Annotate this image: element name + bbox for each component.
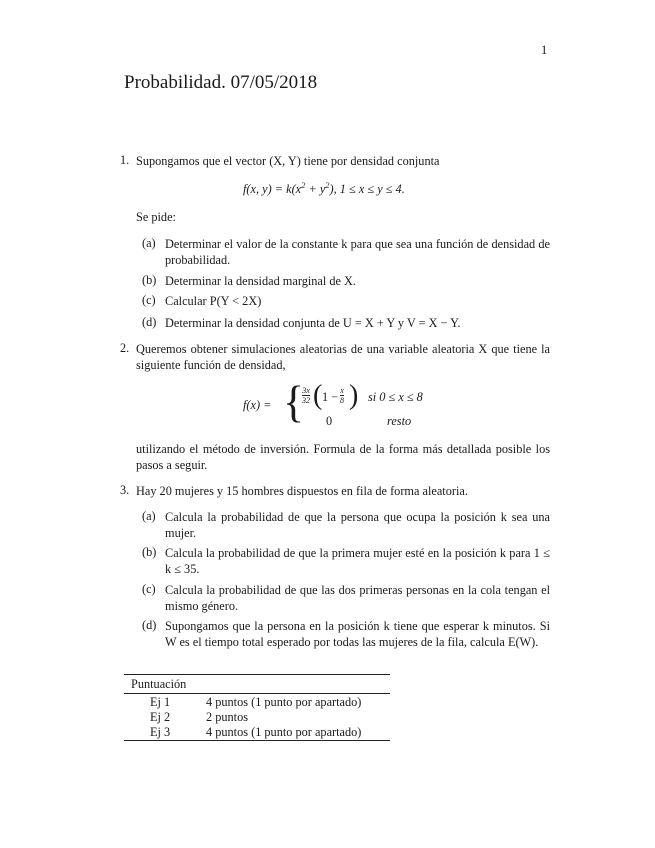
condition-2: resto <box>387 414 412 428</box>
item-text: Calcula la probabilidad de que la primera mujer esté en la posición k para 1 ≤ k ≤ 35. <box>165 546 550 576</box>
fraction-denominator: 32 <box>302 396 310 405</box>
item-label: (d) <box>142 618 157 632</box>
fraction-numerator: x <box>340 386 344 395</box>
table-header-rule <box>124 693 390 694</box>
se-pide-label: Se pide: <box>136 210 176 224</box>
item-label: (c) <box>142 582 156 596</box>
item-text: Calcula la probabilidad de que las dos primeras personas en la cola tengan el mismo género. <box>165 583 550 613</box>
table-cell-ej: Ej 1 <box>150 695 171 709</box>
table-cell-ej: Ej 2 <box>150 710 171 724</box>
item-text: Determinar la densidad conjunta de U = X + Y y V = X − Y. <box>165 316 461 330</box>
formula-part: + y <box>305 182 326 196</box>
question-intro: Queremos obtener simulaciones aleatorias de una variable aleatoria X que tiene la siguiente función de densidad, <box>136 342 550 372</box>
page-number: 1 <box>541 43 548 57</box>
item-text: Calcular P(Y < 2X) <box>165 294 262 308</box>
left-paren: ( <box>313 380 323 411</box>
question-number: 2. <box>120 341 130 355</box>
joint-density-formula <box>243 180 405 197</box>
table-header: Puntuación <box>131 677 187 691</box>
table-cell-ej: Ej 3 <box>150 725 171 739</box>
fraction-x-8 <box>340 386 344 405</box>
question-intro: Supongamos que el vector (X, Y) tiene por densidad conjunta <box>136 154 440 168</box>
page-title: Probabilidad. 07/05/2018 <box>124 72 318 93</box>
table-cell-pts: 2 puntos <box>206 710 249 724</box>
one-minus: 1 − <box>322 390 339 404</box>
item-text: Supongamos que la persona en la posición k tiene que esperar k minutos. Si W es el tiempo total esperado por todas las mujeres de la fila, calcula E(W). <box>165 619 550 649</box>
condition-1: si 0 ≤ x ≤ 8 <box>368 390 423 404</box>
question-number: 3. <box>120 483 130 497</box>
item-text: Determinar la densidad marginal de X. <box>165 274 356 288</box>
item-label: (a) <box>142 236 156 250</box>
table-cell-pts: 4 puntos (1 punto por apartado) <box>206 725 362 739</box>
item-text: Calcula la probabilidad de que la persona que ocupa la posición k sea una mujer. <box>165 510 550 540</box>
fraction-3x-32 <box>302 386 310 405</box>
piecewise-brace: { <box>283 376 305 427</box>
exponent: 2 <box>325 180 330 190</box>
table-cell-pts: 4 puntos (1 punto por apartado) <box>206 695 362 709</box>
item-label: (d) <box>142 315 157 329</box>
question-intro: Hay 20 mujeres y 15 hombres dispuestos en fila de forma aleatoria. <box>136 484 468 498</box>
zero-value: 0 <box>326 414 333 428</box>
right-paren: ) <box>349 380 359 411</box>
fraction-denominator: 8 <box>340 396 344 405</box>
table-bottom-rule <box>124 740 390 741</box>
formula-part: ), 1 ≤ x ≤ y ≤ 4. <box>329 182 405 196</box>
question-outro: utilizando el método de inversión. Formula de la forma más detallada posible los pasos a seguir. <box>136 442 550 472</box>
exponent: 2 <box>301 180 306 190</box>
fraction-numerator: 3x <box>302 386 310 395</box>
table-top-rule <box>124 674 390 675</box>
density-fx-label: f(x) = <box>243 398 272 412</box>
item-text: Determinar el valor de la constante k para que sea una función de densidad de probabilidad. <box>165 237 550 267</box>
item-label: (c) <box>142 293 156 307</box>
item-label: (b) <box>142 273 157 287</box>
formula-part: f(x, y) = k(x <box>243 182 302 196</box>
scoring-table <box>124 674 390 742</box>
item-label: (b) <box>142 545 157 559</box>
question-number: 1. <box>120 153 130 167</box>
item-label: (a) <box>142 509 156 523</box>
